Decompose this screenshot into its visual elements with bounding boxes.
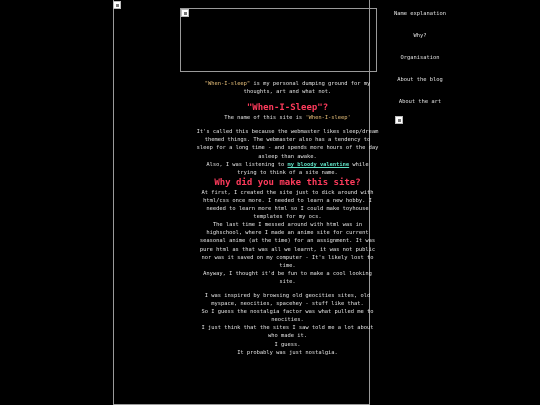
- broken-image-icon: [181, 9, 189, 17]
- name-paragraph-2: Also, I was listening to my bloody valentine while trying to think of a site name.: [206, 161, 369, 176]
- why-paragraph: I just think that the sites I saw told me a lot about who made it.: [201, 325, 374, 340]
- broken-image-icon: [395, 116, 403, 124]
- header-frame: [180, 8, 377, 72]
- why-paragraph: So I guess the nostalgia factor was what pulled me to neocities.: [201, 309, 374, 324]
- name-line: The name of this site is 'When-I-sleep': [224, 115, 351, 122]
- broken-image-icon: [113, 1, 121, 9]
- nav-about-blog[interactable]: About the blog: [397, 77, 443, 83]
- why-paragraph: It probably was just nostalgia.: [237, 349, 338, 356]
- why-paragraph: I was inspired by browsing old geocities sites, old myspace, neocities, spacehey - stuff like that.: [204, 292, 371, 308]
- nav-name-explanation[interactable]: Name explanation: [394, 11, 446, 17]
- song-link[interactable]: my bloody valentine: [287, 161, 350, 168]
- section-heading-name: "When-I-Sleep"?: [246, 103, 329, 114]
- site-name: "When-I-sleep": [204, 81, 251, 87]
- why-paragraph: At first, I created the site just to dick around with html/css once more. I needed to learn a new hobby. I needed to learn more html so I could make toyhouse templates for my ocs.: [201, 189, 374, 221]
- why-paragraph: The last time I messed around with html was in highschool, where I made an anime site for current seasonal anime (at the time) for an assignment. It was pure html as that was all we learnt, it was not public nor was it saved on my computer - It's likely lost to time.: [199, 222, 376, 269]
- why-paragraph: Anyway, I thought it'd be fun to make a cool looking site.: [203, 270, 372, 285]
- nav-about-art[interactable]: About the art: [398, 99, 442, 105]
- main-content: [196, 80, 379, 357]
- nav-organisation[interactable]: Organisation: [400, 55, 440, 61]
- name-paragraph: It's called this because the webmaster likes sleep/dream themed things. The webmaster also has a tendency to sleep for a long time - and spends more hours of the day asleep than awake.: [196, 129, 379, 160]
- why-paragraph: I guess.: [274, 341, 301, 348]
- intro-text: "When-I-sleep" is my personal dumping ground for my thoughts, art and what not.: [204, 81, 371, 96]
- nav-why[interactable]: Why?: [413, 33, 427, 39]
- section-heading-why: Why did you make this site?: [214, 177, 361, 188]
